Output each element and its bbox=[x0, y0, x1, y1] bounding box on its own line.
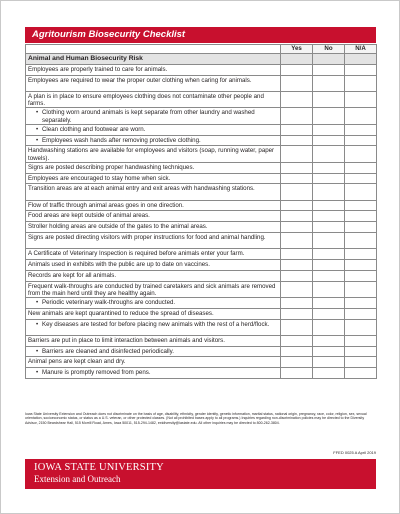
no-checkbox-cell[interactable] bbox=[313, 135, 345, 146]
item-text: Records are kept for all animals. bbox=[28, 271, 117, 279]
yes-checkbox-cell[interactable] bbox=[281, 308, 313, 319]
bullet-icon: • bbox=[36, 298, 39, 306]
no-checkbox-cell[interactable] bbox=[313, 357, 345, 368]
na-checkbox-cell[interactable] bbox=[345, 259, 377, 270]
na-checkbox-cell[interactable] bbox=[345, 308, 377, 319]
checklist-row bbox=[26, 281, 377, 297]
item-text: Barriers are put in place to limit interaction between animals and visitors. bbox=[28, 336, 225, 344]
item-text: Clothing worn around animals is kept separate from other laundry and washed separately. bbox=[42, 109, 255, 124]
title-bar bbox=[25, 27, 376, 43]
checklist-row bbox=[26, 335, 377, 346]
yes-checkbox-cell[interactable] bbox=[281, 173, 313, 184]
na-checkbox-cell[interactable] bbox=[345, 162, 377, 173]
item-text: A plan is in place to ensure employees clothing does not contaminate other people and farms. bbox=[28, 92, 264, 108]
yes-checkbox-cell[interactable] bbox=[281, 249, 313, 260]
yes-checkbox-cell[interactable] bbox=[281, 184, 313, 200]
bullet-icon: • bbox=[36, 369, 39, 377]
checklist-subrow bbox=[26, 124, 377, 135]
yes-checkbox-cell[interactable] bbox=[281, 200, 313, 211]
na-checkbox-cell[interactable] bbox=[345, 249, 377, 260]
na-checkbox-cell[interactable] bbox=[345, 200, 377, 211]
yes-checkbox-cell[interactable] bbox=[281, 146, 313, 162]
column-header-blank bbox=[26, 45, 281, 54]
checklist-row bbox=[26, 249, 377, 260]
checklist-row bbox=[26, 173, 377, 184]
yes-checkbox-cell[interactable] bbox=[281, 75, 313, 91]
no-checkbox-cell[interactable] bbox=[313, 108, 345, 124]
bullet-icon: • bbox=[36, 136, 39, 144]
item-text: Key diseases are tested for before placing new animals with the rest of a herd/flock. bbox=[42, 320, 270, 328]
no-checkbox-cell[interactable] bbox=[313, 259, 345, 270]
na-checkbox-cell[interactable] bbox=[345, 335, 377, 346]
item-text: Transition areas are at each animal entry and exit areas with handwashing stations. bbox=[28, 185, 255, 193]
yes-checkbox-cell[interactable] bbox=[281, 346, 313, 357]
item-text: New animals are kept quarantined to reduce the spread of diseases. bbox=[28, 309, 214, 317]
no-checkbox-cell[interactable] bbox=[313, 162, 345, 173]
na-checkbox-cell[interactable] bbox=[345, 135, 377, 146]
iowa-state-logo bbox=[34, 463, 164, 484]
no-checkbox-cell[interactable] bbox=[313, 173, 345, 184]
item-text: Periodic veterinary walk-throughs are conducted. bbox=[42, 298, 176, 306]
no-checkbox-cell[interactable] bbox=[313, 335, 345, 346]
yes-checkbox-cell[interactable] bbox=[281, 297, 313, 308]
bullet-icon: • bbox=[36, 347, 39, 355]
no-checkbox-cell[interactable] bbox=[313, 184, 345, 200]
no-checkbox-cell[interactable] bbox=[313, 319, 345, 335]
item-text: Barriers are cleaned and disinfected periodically. bbox=[42, 347, 174, 355]
column-header-na: N/A bbox=[345, 45, 377, 54]
checklist-row bbox=[26, 184, 377, 200]
checklist-row bbox=[26, 65, 377, 76]
no-checkbox-cell[interactable] bbox=[313, 75, 345, 91]
na-checkbox-cell[interactable] bbox=[345, 319, 377, 335]
page-title: Agritourism Biosecurity Checklist bbox=[32, 29, 186, 40]
checklist-row bbox=[26, 357, 377, 368]
item-text: Clean clothing and footwear are worn. bbox=[42, 125, 146, 133]
extension-unit-name: Extension and Outreach bbox=[34, 473, 121, 484]
na-checkbox-cell[interactable] bbox=[345, 184, 377, 200]
item-text: Stroller holding areas are outside of the gates to the animal areas. bbox=[28, 223, 208, 231]
checklist-subrow bbox=[26, 346, 377, 357]
item-text: Flow of traffic through animal areas goes in one direction. bbox=[28, 201, 184, 209]
na-checkbox-cell[interactable] bbox=[345, 281, 377, 297]
checklist-subrow bbox=[26, 368, 377, 379]
yes-checkbox-cell[interactable] bbox=[281, 91, 313, 107]
no-checkbox-cell[interactable] bbox=[313, 65, 345, 76]
na-checkbox-cell[interactable] bbox=[345, 75, 377, 91]
no-checkbox-cell[interactable] bbox=[313, 222, 345, 233]
na-checkbox-cell[interactable] bbox=[345, 108, 377, 124]
checklist-row bbox=[26, 75, 377, 91]
no-checkbox-cell[interactable] bbox=[313, 368, 345, 379]
no-checkbox-cell[interactable] bbox=[313, 200, 345, 211]
yes-checkbox-cell[interactable] bbox=[281, 281, 313, 297]
non-discrimination-statement: Iowa State University Extension and Outreach does not discriminate on the basis of age, disability, ethnicity, gender identity, genetic information, marital status, national origin, pregnancy, race, color, religion, sex, sexual orientation, socioeconomic status, or status as a U.S. veteran, or other protected classes. (Not all prohibited bases apply to all programs.) Inquiries regarding non-discrimination policies may be directed to the Diversity Advisor, 2150 Beardshear Hall, 515 Morrill Road, Ames, Iowa 50011, 515-294-1482, extdiversity@iastate.edu. All other inquiries may be directed to 800-262-3804. bbox=[25, 412, 367, 425]
checklist-subrow bbox=[26, 319, 377, 335]
na-checkbox-cell[interactable] bbox=[345, 91, 377, 107]
bullet-icon: • bbox=[36, 125, 39, 133]
checklist-row bbox=[26, 200, 377, 211]
yes-checkbox-cell[interactable] bbox=[281, 357, 313, 368]
no-checkbox-cell[interactable] bbox=[313, 124, 345, 135]
no-checkbox-cell[interactable] bbox=[313, 232, 345, 248]
item-text: Employees are encouraged to stay home when sick. bbox=[28, 174, 171, 182]
checklist-row bbox=[26, 270, 377, 281]
yes-checkbox-cell[interactable] bbox=[281, 335, 313, 346]
university-name: IOWA STATE UNIVERSITY bbox=[34, 462, 164, 473]
yes-checkbox-cell[interactable] bbox=[281, 222, 313, 233]
na-checkbox-cell[interactable] bbox=[345, 270, 377, 281]
item-text: A Certificate of Veterinary Inspection is required before animals enter your farm. bbox=[28, 250, 245, 258]
checklist-row bbox=[26, 259, 377, 270]
checklist-row bbox=[26, 308, 377, 319]
section-header-row bbox=[26, 54, 377, 65]
biosecurity-checklist-table bbox=[25, 44, 377, 379]
no-checkbox-cell[interactable] bbox=[313, 91, 345, 107]
item-text: Employees are properly trained to care for animals. bbox=[28, 66, 168, 73]
no-checkbox-cell[interactable] bbox=[313, 346, 345, 357]
publication-code: FFED 0025 A April 2019 bbox=[333, 450, 376, 455]
bullet-icon: • bbox=[36, 109, 39, 117]
na-checkbox-cell[interactable] bbox=[345, 146, 377, 162]
yes-checkbox-cell[interactable] bbox=[281, 135, 313, 146]
yes-checkbox-cell[interactable] bbox=[281, 65, 313, 76]
no-checkbox-cell[interactable] bbox=[313, 297, 345, 308]
na-checkbox-cell[interactable] bbox=[345, 232, 377, 248]
na-checkbox-cell[interactable] bbox=[345, 368, 377, 379]
item-text: Food areas are kept outside of animal areas. bbox=[28, 212, 150, 220]
na-checkbox-cell[interactable] bbox=[345, 297, 377, 308]
na-checkbox-cell[interactable] bbox=[345, 65, 377, 76]
footer-bar bbox=[25, 459, 376, 489]
item-text: Frequent walk-throughs are conducted by trained caretakers and sick animals are removed from the main herd until they are healthy again. bbox=[28, 282, 276, 297]
yes-checkbox-cell[interactable] bbox=[281, 270, 313, 281]
item-text: Employees wash hands after removing protective clothing. bbox=[42, 136, 201, 144]
checklist-row bbox=[26, 146, 377, 162]
yes-checkbox-cell[interactable] bbox=[281, 162, 313, 173]
checklist-subrow bbox=[26, 135, 377, 146]
yes-checkbox-cell[interactable] bbox=[281, 368, 313, 379]
no-checkbox-cell[interactable] bbox=[313, 211, 345, 222]
no-checkbox-cell[interactable] bbox=[313, 146, 345, 162]
item-text: Animals used in exhibits with the public are up to date on vaccines. bbox=[28, 260, 210, 268]
na-checkbox-cell[interactable] bbox=[345, 222, 377, 233]
item-text: Handwashing stations are available for employees and visitors (soap, running water, paper towels). bbox=[28, 147, 275, 162]
checklist-row bbox=[26, 211, 377, 222]
column-header-yes: Yes bbox=[281, 45, 313, 54]
column-header-no: No bbox=[313, 45, 345, 54]
item-text: Employees are required to wear the proper outer clothing when caring for animals. bbox=[28, 76, 252, 84]
yes-checkbox-cell[interactable] bbox=[281, 211, 313, 222]
item-text: Signs are posted describing proper handwashing techniques. bbox=[28, 163, 195, 171]
yes-checkbox-cell[interactable] bbox=[281, 319, 313, 335]
item-text: Manure is promptly removed from pens. bbox=[42, 369, 151, 377]
yes-checkbox-cell[interactable] bbox=[281, 259, 313, 270]
checklist-row bbox=[26, 162, 377, 173]
no-checkbox-cell[interactable] bbox=[313, 308, 345, 319]
checklist-subrow bbox=[26, 297, 377, 308]
na-checkbox-cell[interactable] bbox=[345, 124, 377, 135]
yes-checkbox-cell[interactable] bbox=[281, 108, 313, 124]
bullet-icon: • bbox=[36, 320, 39, 328]
no-checkbox-cell[interactable] bbox=[313, 281, 345, 297]
item-text: Signs are posted directing visitors with proper instructions for food and animal handling. bbox=[28, 233, 266, 241]
yes-checkbox-cell[interactable] bbox=[281, 232, 313, 248]
na-checkbox-cell[interactable] bbox=[345, 211, 377, 222]
checklist-row bbox=[26, 91, 377, 107]
na-checkbox-cell[interactable] bbox=[345, 357, 377, 368]
no-checkbox-cell[interactable] bbox=[313, 270, 345, 281]
checklist-subrow bbox=[26, 108, 377, 124]
na-checkbox-cell[interactable] bbox=[345, 346, 377, 357]
no-checkbox-cell[interactable] bbox=[313, 249, 345, 260]
yes-checkbox-cell[interactable] bbox=[281, 124, 313, 135]
column-header-row bbox=[26, 45, 377, 54]
checklist-row bbox=[26, 222, 377, 233]
item-text: Animal pens are kept clean and dry. bbox=[28, 358, 126, 366]
section-title: Animal and Human Biosecurity Risk bbox=[26, 54, 281, 65]
na-checkbox-cell[interactable] bbox=[345, 173, 377, 184]
checklist-row bbox=[26, 232, 377, 248]
